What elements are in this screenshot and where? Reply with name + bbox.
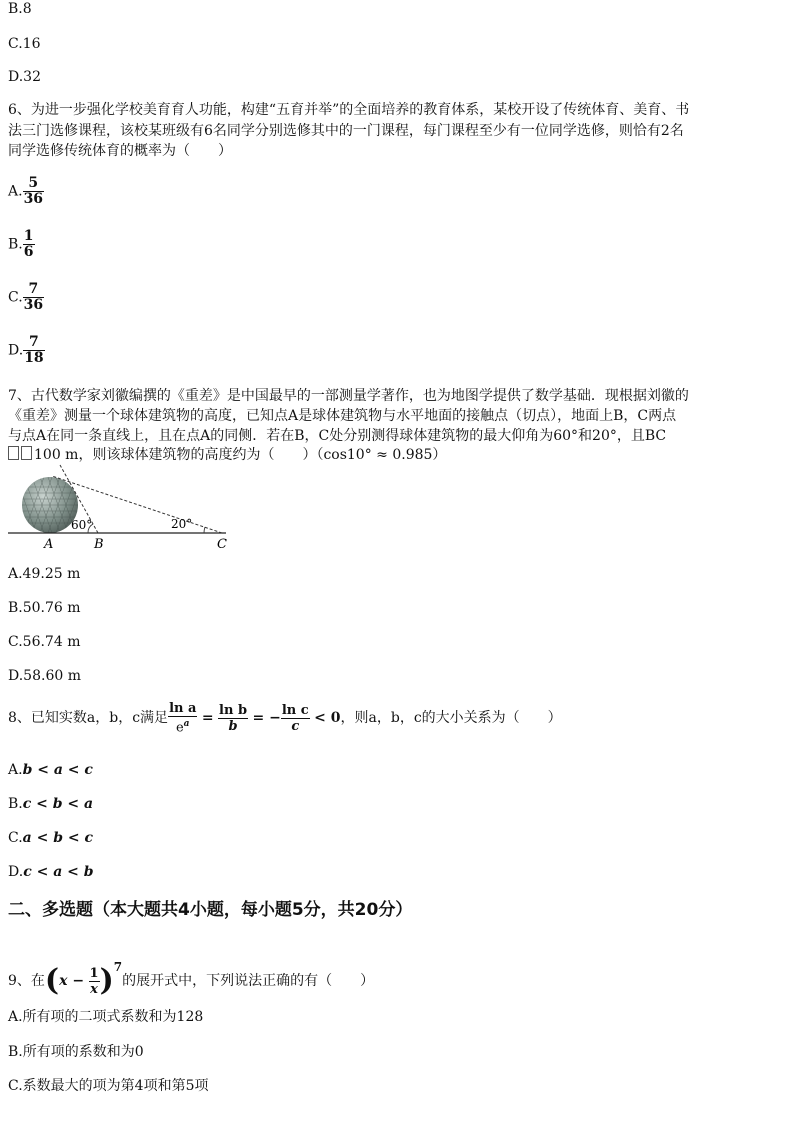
option-expr: a < b < c [22,830,94,846]
fraction-numerator: 7 [23,282,44,298]
option-expr: c < a < b [23,864,94,880]
q7-option-d: D.58.60 m [8,668,81,684]
fraction-denominator: 36 [23,297,44,313]
missing-glyph-box [8,446,19,460]
q9-frac-den: x [90,981,98,997]
q8-option-c [8,829,93,847]
option-label: D. [8,864,24,880]
point-label-c: C [217,537,227,550]
missing-glyph-box [21,446,32,460]
q8-suffix: ，则a，b，c的大小关系为（ ） [340,710,562,726]
q9-expr-x: x − [59,973,85,989]
q9-frac-num: 1 [89,965,99,981]
q8-frac1-den-base: e [175,720,184,736]
option-expr: b < a < c [22,762,93,778]
q8-prefix: 8、已知实数a，b，c满足 [8,710,169,726]
q6-text-line3: 同学选修传统体育的概率为（ ） [8,143,232,159]
angle-label-c: 20° [171,517,193,531]
q9-stem [8,945,374,1003]
angle-label-b: 60° [71,518,93,532]
q6-option-b [8,229,35,260]
q8-option-b [8,795,93,813]
option-label: D. [8,342,24,359]
q9-option-b: B.所有项的系数和为0 [8,1044,144,1060]
q9-option-a: A.所有项的二项式系数和为128 [8,1009,204,1025]
q8-equals-2: = − [252,710,281,726]
fraction-denominator: 36 [23,191,44,207]
fraction-numerator: 5 [23,176,44,192]
q6-option-c [8,282,44,313]
q8-frac1-den-sup: a [183,718,190,729]
q6-option-a [8,176,44,207]
fraction-numerator: 1 [23,228,34,244]
q9-prefix: 9、在 [8,973,45,989]
q8-stem [8,700,562,736]
option-label: B. [8,796,23,812]
q8-equals-1: = [201,710,214,726]
q7-text-line1: 7、古代数学家刘徽编撰的《重差》是中国最早的一部测量学著作，也为地图学提供了数学基础．现根据刘徽的 [8,388,689,404]
q7-option-a: A.49.25 m [8,566,81,582]
q9-option-c: C.系数最大的项为第4项和第5项 [8,1078,209,1094]
option-label: C. [8,830,23,846]
q7-option-b: B.50.76 m [8,600,81,616]
angle-arc-c [204,527,205,533]
option-label: A. [8,762,23,778]
option-label: C. [8,289,23,306]
q8-frac3-den: c [291,718,300,734]
option-c-prev: C.16 [8,36,41,52]
point-label-b: B [94,537,104,550]
option-expr: c < b < a [22,796,94,812]
q6-text-line1: 6、为进一步强化学校美育育人功能，构建“五育并举”的全面培养的教育体系，某校开设了传统体育、美育、书 [8,102,690,118]
q6-option-d [8,335,45,366]
q9-exponent: 7 [113,960,123,974]
q8-frac2-num: ln b [219,702,248,718]
q8-inequality-tail: < 0 [314,710,341,726]
q7-option-c: C.56.74 m [8,634,81,650]
point-label-a: A [44,537,54,550]
q9-suffix: 的展开式中，下列说法正确的有（ ） [122,973,375,989]
q8-frac1-num: ln a [169,700,197,716]
q7-text-line2: 《重差》测量一个球体建筑物的高度，已知点A是球体建筑物与水平地面的接触点（切点），地面上B，C两点 [8,408,677,424]
q7-sphere-figure [8,464,238,550]
q8-option-d [8,863,94,881]
q7-text-line4-rest: 100 m，则该球体建筑物的高度约为（ ）（cos10° ≈ 0.985） [34,447,447,463]
q9-close-paren: ) [99,963,114,998]
q6-text-line2: 法三门选修课程，该校某班级有6名同学分别选修其中的一门课程，每门课程至少有一位同学选修，则恰有2名 [8,123,684,139]
q8-frac3-num: ln c [281,702,309,718]
option-b-prev: B.8 [8,1,32,17]
q8-frac2-den: b [228,718,238,734]
option-label: B. [8,236,23,253]
q8-frac1-den [168,717,197,735]
fraction-denominator: 18 [24,350,44,366]
option-d-prev: D.32 [8,69,41,85]
q8-option-a [8,761,93,779]
option-label: A. [8,183,23,200]
q7-text-line3: 与点A在同一条直线上，且在点A的同侧．若在B，C处分别测得球体建筑物的最大仰角为60°和20°，且BC [8,428,667,444]
fraction-denominator: 6 [23,244,34,260]
q9-open-paren: ( [44,963,60,998]
fraction-numerator: 7 [23,335,44,351]
q7-text-line4 [8,446,446,464]
section-heading: 二、多选题（本大题共4小题，每小题5分，共20分） [8,900,413,920]
